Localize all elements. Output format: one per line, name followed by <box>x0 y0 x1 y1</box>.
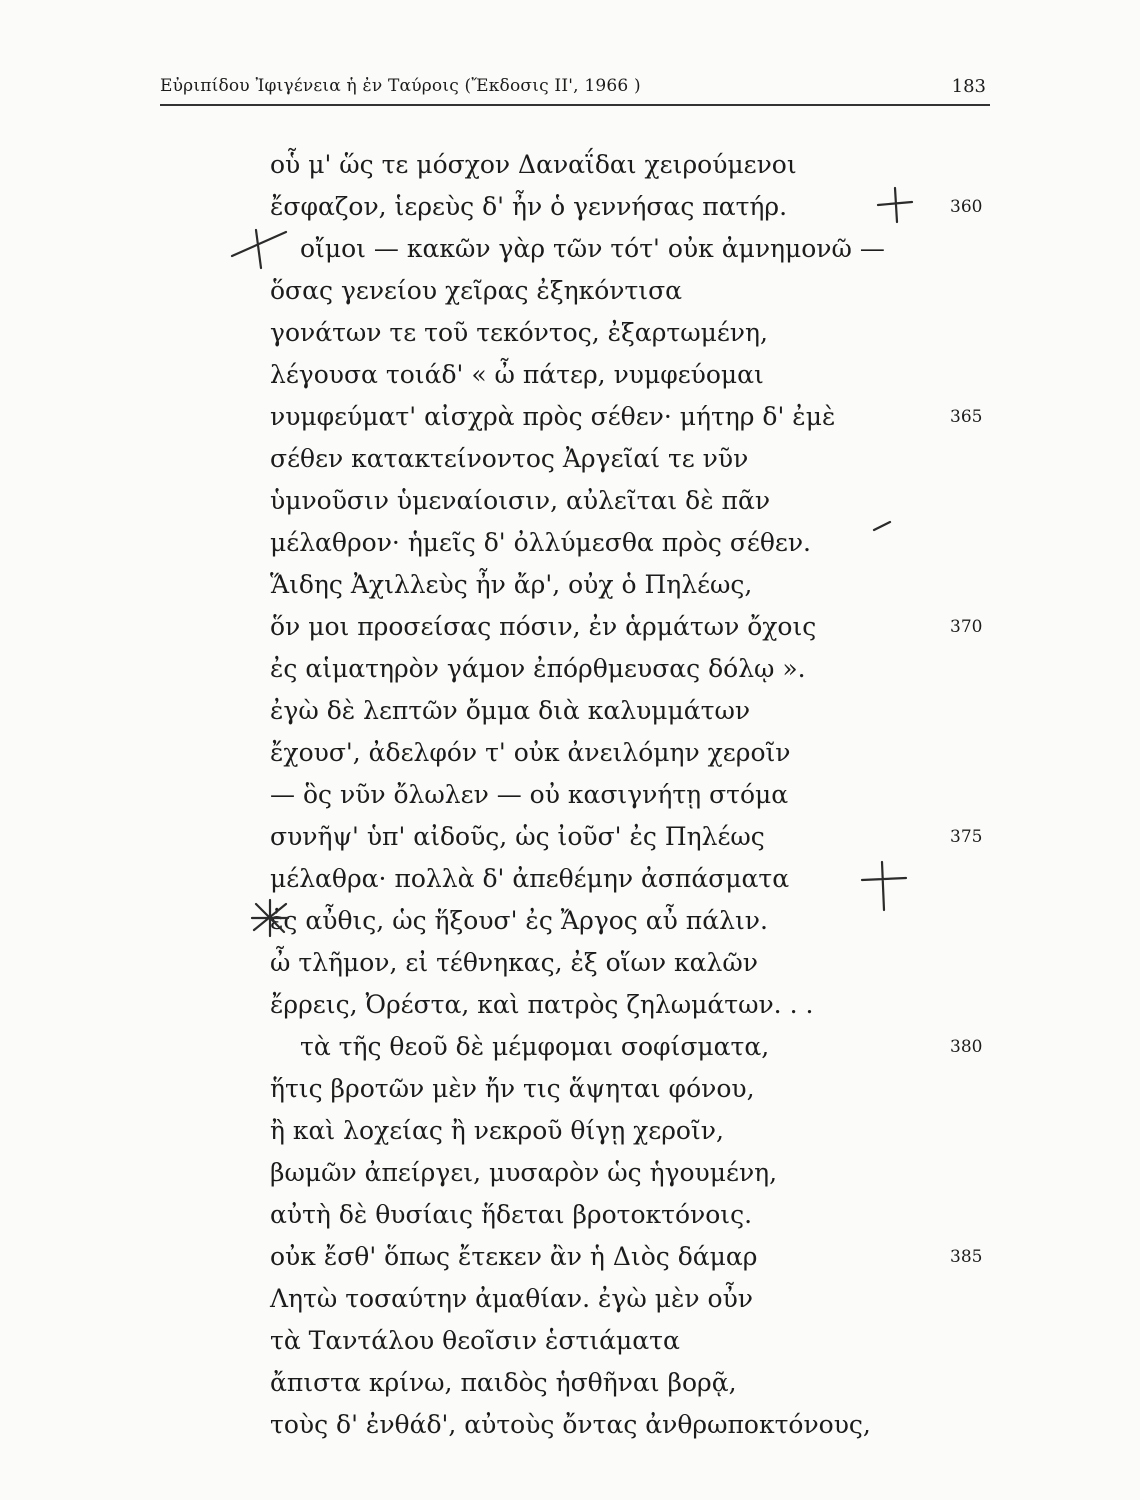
verse-line: ὑμνοῦσιν ὑμεναίοισιν, αὐλεῖται δὲ πᾶν <box>270 486 771 515</box>
verse-line: ἥτις βροτῶν μὲν ἤν τις ἅψηται φόνου, <box>270 1074 755 1103</box>
verse-line: μέλαθρα· πολλὰ δ' ἀπεθέμην ἀσπάσματα <box>270 864 790 893</box>
line-number: 380 <box>950 1037 983 1057</box>
verse-line: οἴμοι — κακῶν γὰρ τῶν τότ' οὐκ ἀμνημονῶ — <box>300 234 885 263</box>
verse-line: σέθεν κατακτείνοντος Ἀργεῖαί τε νῦν <box>270 444 749 473</box>
line-number: 360 <box>950 197 983 217</box>
verse-line: τοὺς δ' ἐνθάδ', αὐτοὺς ὄντας ἀνθρωποκτόνους, <box>270 1410 871 1439</box>
verse-line: οὐκ ἔσθ' ὅπως ἔτεκεν ἂν ἡ Διὸς δάμαρ <box>270 1242 758 1271</box>
line-number: 375 <box>950 827 983 847</box>
verse-line: ὅν μοι προσείσας πόσιν, ἐν ἁρμάτων ὄχοις <box>270 612 817 641</box>
verse-line: ὅσας γενείου χεῖρας ἐξηκόντισα <box>270 276 683 305</box>
cross-mark <box>232 230 286 268</box>
header-rule <box>160 104 990 106</box>
verse-line: ὦ τλῆμον, εἰ τέθνηκας, ἐξ οἵων καλῶν <box>270 948 758 977</box>
running-header <box>160 72 990 102</box>
verse-line: οὗ μ' ὥς τε μόσχον Δαναΐδαι χειρούμενοι <box>270 150 797 179</box>
line-number: 370 <box>950 617 983 637</box>
verse-line: τὰ Ταντάλου θεοῖσιν ἑστιάματα <box>270 1326 680 1355</box>
verse-line: Ἅιδης Ἀχιλλεὺς ἦν ἄρ', οὐχ ὁ Πηλέως, <box>270 570 753 599</box>
verse-line: ἔσφαζον, ἱερεὺς δ' ἦν ὁ γεννήσας πατήρ. <box>270 192 788 221</box>
line-number: 385 <box>950 1247 983 1267</box>
verse-line: — ὃς νῦν ὄλωλεν — οὐ κασιγνήτῃ στόμα <box>270 780 789 809</box>
verse-line: ἐς αὖθις, ὡς ἥξουσ' ἐς Ἄργος αὖ πάλιν. <box>270 906 768 935</box>
page-number: 183 <box>951 76 986 97</box>
verse-line: ἔρρεις, Ὀρέστα, καὶ πατρὸς ζηλωμάτων. . . <box>270 990 814 1019</box>
verse-line: μέλαθρον· ἡμεῖς δ' ὀλλύμεσθα πρὸς σέθεν. <box>270 528 811 557</box>
running-title: Εὐριπίδου Ἰφιγένεια ἡ ἐν Ταύροις (Ἔκδοσις ΙΙ', 1966 ) <box>160 76 641 96</box>
verse-line: ἄπιστα κρίνω, παιδὸς ἡσθῆναι βορᾷ, <box>270 1368 737 1397</box>
verse-line: ἔχουσ', ἀδελφόν τ' οὐκ ἀνειλόμην χεροῖν <box>270 738 791 767</box>
verse-line: ἐγὼ δὲ λεπτῶν ὄμμα διὰ καλυμμάτων <box>270 696 751 725</box>
verse-line: βωμῶν ἀπείργει, μυσαρὸν ὡς ἡγουμένη, <box>270 1158 778 1187</box>
verse-line: ἐς αἱματηρὸν γάμον ἐπόρθμευσας δόλῳ ». <box>270 654 806 683</box>
verse-line: γονάτων τε τοῦ τεκόντος, ἐξαρτωμένη, <box>270 318 768 347</box>
verse-line: τὰ τῆς θεοῦ δὲ μέμφομαι σοφίσματα, <box>300 1032 770 1061</box>
verse-line: αὐτὴ δὲ θυσίαις ἥδεται βροτοκτόνοις. <box>270 1200 753 1229</box>
verse-line: νυμφεύματ' αἰσχρὰ πρὸς σέθεν· μήτηρ δ' ἐμὲ <box>270 402 836 431</box>
line-number: 365 <box>950 407 983 427</box>
verse-line: ἢ καὶ λοχείας ἢ νεκροῦ θίγῃ χεροῖν, <box>270 1116 724 1145</box>
verse-line: λέγουσα τοιάδ' « ὦ πάτερ, νυμφεύομαι <box>270 360 764 389</box>
verse-line: συνῆψ' ὑπ' αἰδοῦς, ὡς ἰοῦσ' ἐς Πηλέως <box>270 822 765 851</box>
verse-line: Λητὼ τοσαύτην ἀμαθίαν. ἐγὼ μὲν οὖν <box>270 1284 753 1313</box>
